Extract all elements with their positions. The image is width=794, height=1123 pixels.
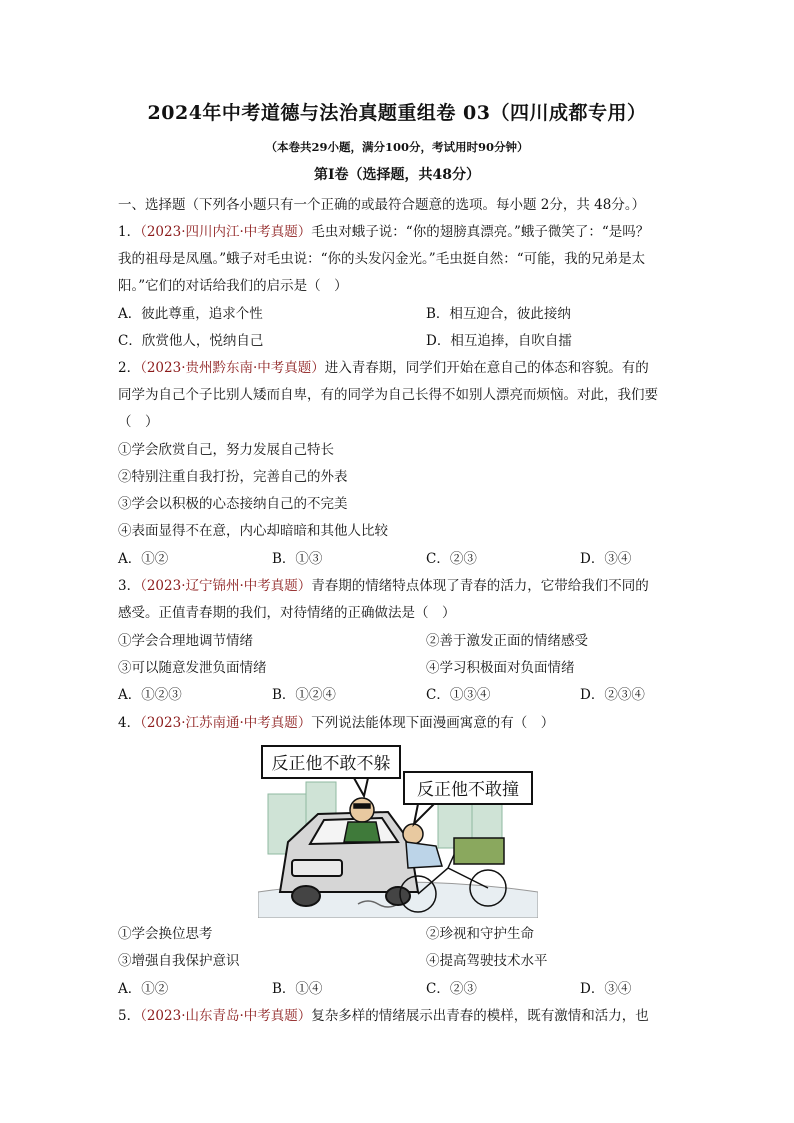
- q3-statement-3: ③可以随意发泄负面情绪: [118, 660, 267, 676]
- question-number: 1．: [118, 224, 141, 240]
- cyclist-bubble-text: 反正他不敢撞: [417, 780, 519, 800]
- question-1-line-3: 阳。”它们的对话给我们的启示是（ ）: [118, 278, 348, 294]
- q4-option-c: C．②③: [426, 981, 477, 997]
- q4-statement-4: ④提高驾驶技术水平: [426, 953, 548, 969]
- section-heading: 一、选择题（下列各小题只有一个正确的或最符合题意的选项。每小题 2分，共 48分。）: [118, 197, 646, 213]
- q4-statement-2: ②珍视和守护生命: [426, 926, 534, 942]
- question-text: 毛虫对蛾子说：“你的翅膀真漂亮。”蛾子微笑了：“是吗？: [311, 224, 650, 240]
- q1-option-d: D．相互追捧，自吹自擂: [426, 333, 572, 349]
- question-1-line-1: [118, 223, 649, 241]
- question-text: 青春期的情绪特点体现了青春的活力，它带给我们不同的: [311, 578, 649, 594]
- q1-option-a: A．彼此尊重，追求个性: [118, 306, 263, 322]
- exam-info: （本卷共29小题，满分100分，考试用时90分钟）: [265, 140, 529, 154]
- question-2-line-2: 同学为自己个子比别人矮而自卑，有的同学为自己长得不如别人漂亮而烦恼。对此，我们要: [118, 387, 658, 403]
- q2-statement-1: ①学会欣赏自己，努力发展自己特长: [118, 442, 334, 458]
- question-number: 5．: [118, 1008, 141, 1024]
- q3-statement-4: ④学习积极面对负面情绪: [426, 660, 575, 676]
- q2-statement-3: ③学会以积极的心态接纳自己的不完美: [118, 496, 348, 512]
- q3-option-b: B．①②④: [272, 687, 336, 703]
- question-number: 4．: [118, 715, 141, 731]
- q4-option-d: D．③④: [580, 981, 632, 997]
- question-4-line-1: [118, 714, 554, 732]
- question-source: （2023·四川内江·中考真题）: [140, 224, 312, 240]
- q4-statement-1: ①学会换位思考: [118, 926, 213, 942]
- q2-option-b: B．①③: [272, 551, 323, 567]
- volume-heading: 第I卷（选择题，共48分）: [313, 167, 481, 183]
- q1-option-b: B．相互迎合，彼此接纳: [426, 306, 571, 322]
- q4-option-a: A．①②: [118, 981, 169, 997]
- q2-statement-4: ④表面显得不在意，内心却暗暗和其他人比较: [118, 523, 388, 539]
- question-1-line-2: 我的祖母是凤凰。”蛾子对毛虫说：“你的头发闪金光。”毛虫挺自然：“可能，我的兄弟是太: [118, 251, 646, 267]
- q1-option-c: C．欣赏他人，悦纳自己: [118, 333, 264, 349]
- question-3-line-1: [118, 577, 649, 595]
- traffic-cartoon-illustration: [258, 742, 538, 918]
- driver-bubble-text: 反正他不敢不躲: [271, 754, 391, 774]
- question-source: （2023·贵州黔东南·中考真题）: [140, 360, 325, 376]
- question-source: （2023·辽宁锦州·中考真题）: [140, 578, 312, 594]
- q3-option-c: C．①③④: [426, 687, 491, 703]
- question-text: 下列说法能体现下面漫画寓意的有（ ）: [311, 715, 555, 731]
- q2-option-d: D．③④: [580, 551, 632, 567]
- q2-option-a: A．①②: [118, 551, 169, 567]
- question-3-line-2: 感受。正值青春期的我们，对待情绪的正确做法是（ ）: [118, 605, 456, 621]
- q2-statement-2: ②特别注重自我打扮，完善自己的外表: [118, 469, 348, 485]
- question-text: 进入青春期，同学们开始在意自己的体态和容貌。有的: [324, 360, 649, 376]
- q4-statement-3: ③增强自我保护意识: [118, 953, 240, 969]
- q3-statement-2: ②善于激发正面的情绪感受: [426, 633, 588, 649]
- question-2-line-1: [118, 359, 649, 377]
- question-number: 2．: [118, 360, 141, 376]
- page-title: 2024年中考道德与法治真题重组卷 03（四川成都专用）: [147, 102, 647, 124]
- q2-option-c: C．②③: [426, 551, 477, 567]
- question-text: 复杂多样的情绪展示出青春的模样，既有激情和活力，也: [311, 1008, 649, 1024]
- question-source: （2023·江苏南通·中考真题）: [140, 715, 312, 731]
- question-source: （2023·山东青岛·中考真题）: [140, 1008, 312, 1024]
- q3-option-a: A．①②③: [118, 687, 182, 703]
- question-5-line-1: [118, 1007, 649, 1025]
- q3-option-d: D．②③④: [580, 687, 645, 703]
- q3-statement-1: ①学会合理地调节情绪: [118, 633, 253, 649]
- question-number: 3．: [118, 578, 141, 594]
- q4-option-b: B．①④: [272, 981, 323, 997]
- question-2-line-3: （ ）: [118, 414, 159, 430]
